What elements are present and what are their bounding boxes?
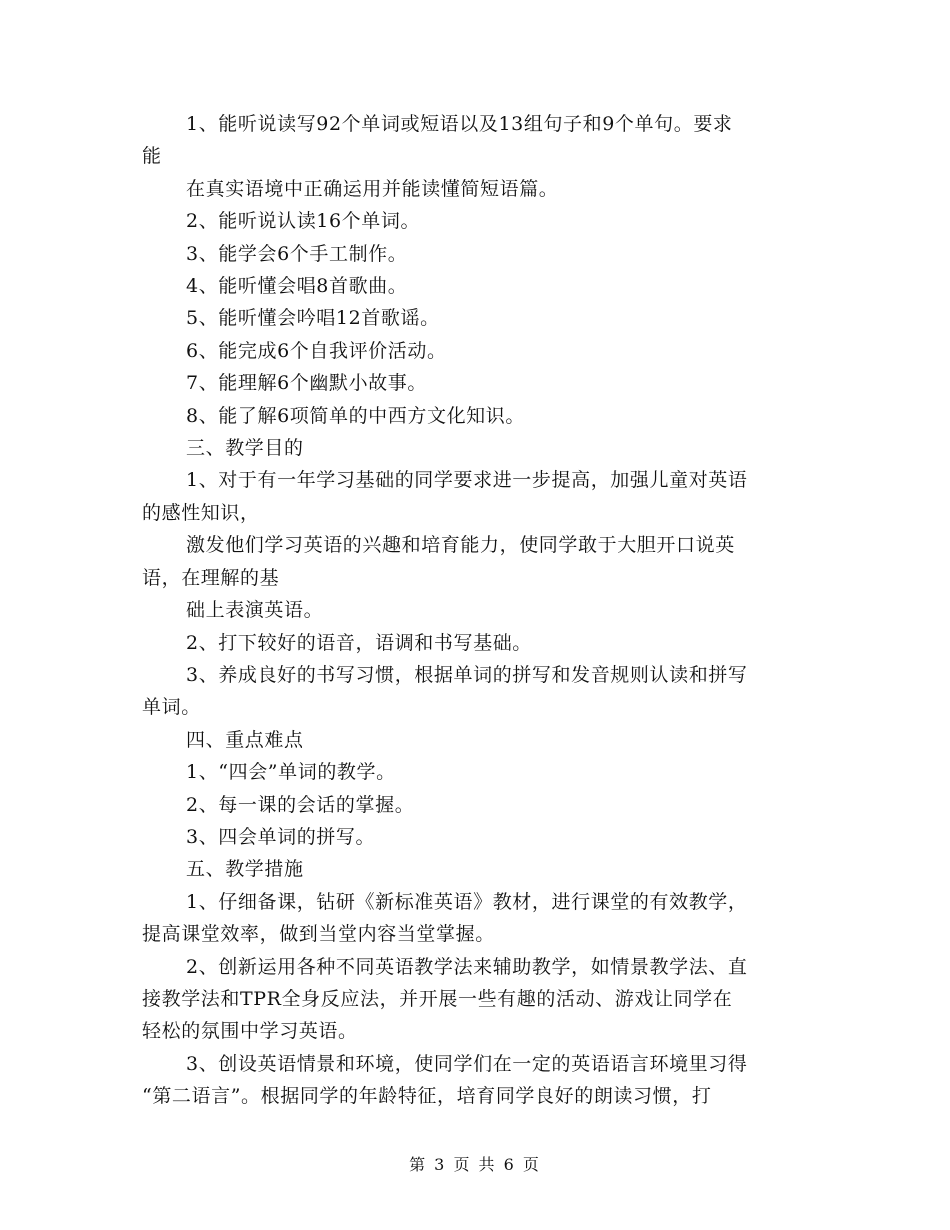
text-line: 2、能听说认读16个单词。 xyxy=(186,210,421,233)
page-footer: 第 3 页 共 6 页 xyxy=(409,1155,541,1174)
text-line: 3、创设英语情景和环境，使同学们在一定的英语语言环境里习得 xyxy=(186,1052,748,1075)
text-line: “第二语言”。根据同学的年龄特征，培育同学良好的朗读习惯，打 xyxy=(142,1085,712,1108)
text-line: 5、能听懂会吟唱12首歌谣。 xyxy=(186,307,440,330)
text-line: 2、每一课的会话的掌握。 xyxy=(186,793,415,816)
text-line: 1、对于有一年学习基础的同学要求进一步提高，加强儿童对英语 xyxy=(186,469,748,492)
text-line: 在真实语境中正确运用并能读懂简短语篇。 xyxy=(186,177,559,200)
text-line: 3、四会单词的拼写。 xyxy=(186,825,376,848)
text-line: 础上表演英语。 xyxy=(186,599,324,622)
text-line: 6、能完成6个自我评价活动。 xyxy=(186,339,447,362)
text-line: 单词。 xyxy=(142,696,201,719)
text-line: 接教学法和TPR全身反应法，并开展一些有趣的活动、游戏让同学在 xyxy=(142,987,733,1010)
text-line: 轻松的氛围中学习英语。 xyxy=(142,1020,358,1043)
text-line: 五、教学措施 xyxy=(186,858,304,881)
text-line: 2、打下较好的语音，语调和书写基础。 xyxy=(186,631,532,654)
text-line: 1、“四会”单词的教学。 xyxy=(186,761,396,784)
text-line: 1、仔细备课，钻研《新标准英语》教材，进行课堂的有效教学， xyxy=(186,890,748,913)
text-line: 2、创新运用各种不同英语教学法来辅助教学，如情景教学法、直 xyxy=(186,955,748,978)
text-line: 的感性知识， xyxy=(142,501,260,524)
text-line: 7、能理解6个幽默小故事。 xyxy=(186,372,427,395)
text-line: 三、教学目的 xyxy=(186,437,304,460)
text-line: 8、能了解6项简单的中西方文化知识。 xyxy=(186,404,525,427)
text-line: 四、重点难点 xyxy=(186,728,304,751)
document-body xyxy=(142,108,807,1113)
text-line: 激发他们学习英语的兴趣和培育能力，使同学敢于大胆开口说英 xyxy=(186,534,735,557)
text-line: 1、能听说读写92个单词或短语以及13组句子和9个单句。要求 xyxy=(186,113,733,135)
text-line: 能 xyxy=(142,145,162,168)
text-line: 提高课堂效率，做到当堂内容当堂掌握。 xyxy=(142,923,495,946)
text-line: 3、养成良好的书写习惯，根据单词的拼写和发音规则认读和拼写 xyxy=(186,663,748,686)
text-line: 语，在理解的基 xyxy=(142,566,280,589)
text-line: 3、能学会6个手工制作。 xyxy=(186,242,408,265)
text-line: 4、能听懂会唱8首歌曲。 xyxy=(186,275,408,298)
